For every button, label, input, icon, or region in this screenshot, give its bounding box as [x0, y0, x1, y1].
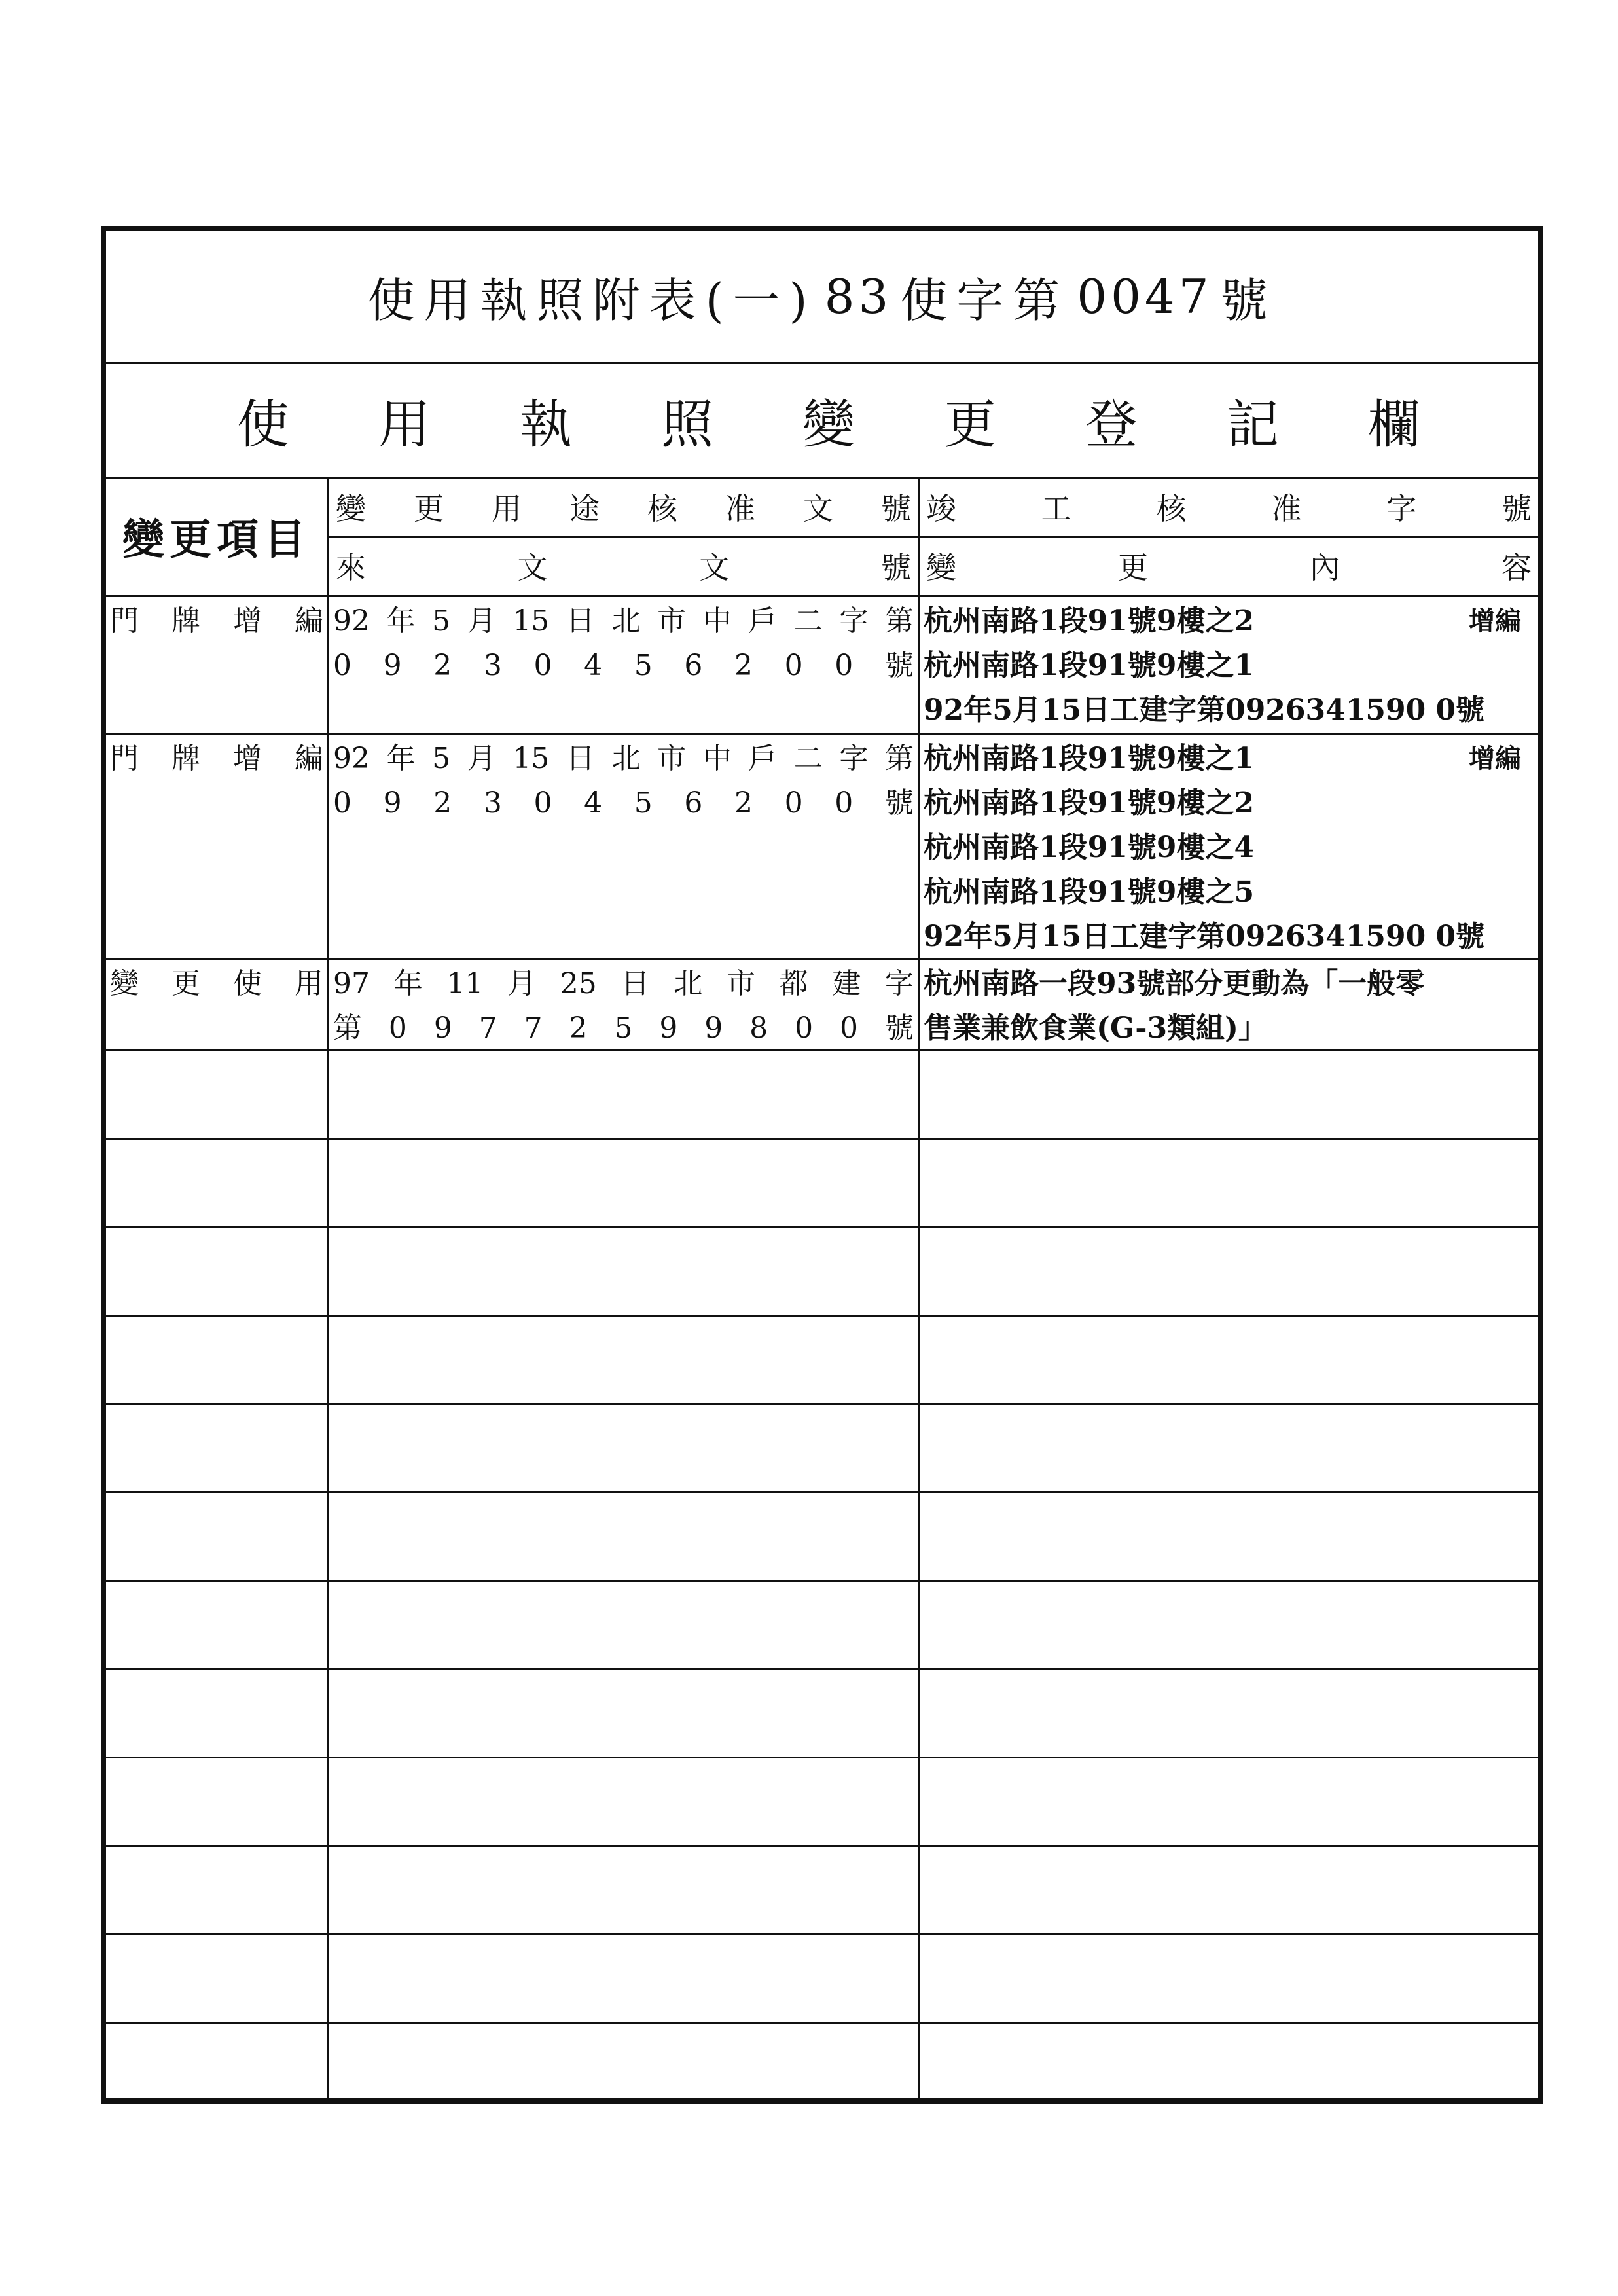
empty-row-divider [106, 1845, 1538, 1847]
row-2-content: 杭州南路1段91號9樓之1 增編 杭州南路1段91號9樓之2 杭州南路1段91號9樓之4 杭州南路1段91號9樓之5 92年5月15日工建字第0926341590 0號 [920, 737, 1538, 959]
document-title [106, 231, 1538, 362]
header-char: 文 [517, 550, 548, 585]
subtitle-char: 變 [802, 393, 855, 455]
title-char: 使字第 [900, 273, 1070, 328]
row-1-doc: 92 年 5 月 15 日 北 市 中 戶 二 字 第 0 9 2 3 0 4 5 6 2 0 0 號 [333, 604, 914, 682]
header-approval-doc [329, 477, 918, 536]
empty-row-divider [106, 1668, 1538, 1670]
subtitle-char: 欄 [1368, 393, 1420, 455]
header-char: 准 [725, 491, 755, 526]
subtitle-char: 執 [520, 393, 572, 455]
title-paren: (一) [705, 273, 817, 328]
empty-row-divider [106, 1226, 1538, 1228]
header-char: 號 [1501, 491, 1532, 526]
header-char: 更 [1118, 550, 1148, 585]
header-char: 核 [1156, 491, 1187, 526]
row-3-doc: 97 年 11 月 25 日 北 市 都 建 字 第 0 9 7 7 2 5 9 9 8 0 0 號 [333, 967, 914, 1045]
header-char: 來 [336, 550, 366, 585]
row-3-item: 變 更 使 用 [110, 967, 323, 1000]
row-1-content: 杭州南路1段91號9樓之2 增編 杭州南路1段91號9樓之1 92年5月15日工建字第0926341590 0號 [920, 599, 1538, 733]
status-tag: 增編 [1469, 743, 1521, 774]
header-char: 竣 [926, 491, 956, 526]
empty-row-divider [106, 1138, 1538, 1140]
empty-row-divider [106, 1315, 1538, 1317]
divider [327, 536, 1538, 538]
header-char: 內 [1310, 550, 1340, 585]
status-tag: 增編 [1469, 606, 1521, 636]
row-1-item: 門 牌 增 編 [110, 604, 323, 638]
header-completion-no [920, 477, 1538, 536]
header-char: 號 [881, 491, 911, 526]
title-number: 0047 [1077, 269, 1213, 324]
column-divider [327, 477, 329, 2104]
header-char: 變 [336, 491, 366, 526]
header-char: 途 [569, 491, 600, 526]
empty-row-divider [106, 1403, 1538, 1405]
header-char: 文 [699, 550, 730, 585]
subtitle-char: 使 [237, 393, 289, 455]
title-year: 83 [824, 269, 893, 324]
row-3-content: 杭州南路一段93號部分更動為「一般零 售業兼飲食業(G-3類組)」 [924, 967, 1425, 1045]
empty-row-divider [106, 1933, 1538, 1935]
subtitle-char: 用 [378, 393, 431, 455]
header-char: 用 [492, 491, 522, 526]
header-char: 容 [1501, 550, 1532, 585]
header-char: 准 [1271, 491, 1302, 526]
empty-row-divider [106, 2022, 1538, 2024]
divider [106, 733, 1538, 735]
subtitle-char: 照 [661, 393, 713, 455]
header-char: 文 [803, 491, 833, 526]
header-incoming-doc [329, 536, 918, 595]
license-table-frame [101, 226, 1543, 2104]
divider [106, 1049, 1538, 1051]
empty-row-divider [106, 1580, 1538, 1582]
header-change-item: 變更項目 [122, 515, 311, 564]
header-char: 字 [1386, 491, 1417, 526]
row-2-doc: 92 年 5 月 15 日 北 市 中 戶 二 字 第 0 9 2 3 0 4 5 6 2 0 0 號 [333, 742, 914, 820]
header-char: 變 [926, 550, 956, 585]
subtitle-char: 更 [944, 393, 996, 455]
row-2-item: 門 牌 增 編 [110, 742, 323, 775]
empty-row-divider [106, 1491, 1538, 1493]
header-char: 核 [647, 491, 677, 526]
subtitle-char: 登 [1085, 393, 1138, 455]
subtitle-char: 記 [1227, 393, 1279, 455]
header-char: 號 [880, 550, 911, 585]
title-text: 使用執照附表 [367, 273, 706, 328]
header-change-content [920, 536, 1538, 595]
divider [106, 595, 1538, 597]
header-char: 工 [1041, 491, 1071, 526]
header-char: 更 [414, 491, 444, 526]
section-subtitle [106, 362, 1538, 477]
empty-row-divider [106, 1757, 1538, 1758]
divider [106, 958, 1538, 960]
title-suffix: 號 [1220, 273, 1277, 328]
